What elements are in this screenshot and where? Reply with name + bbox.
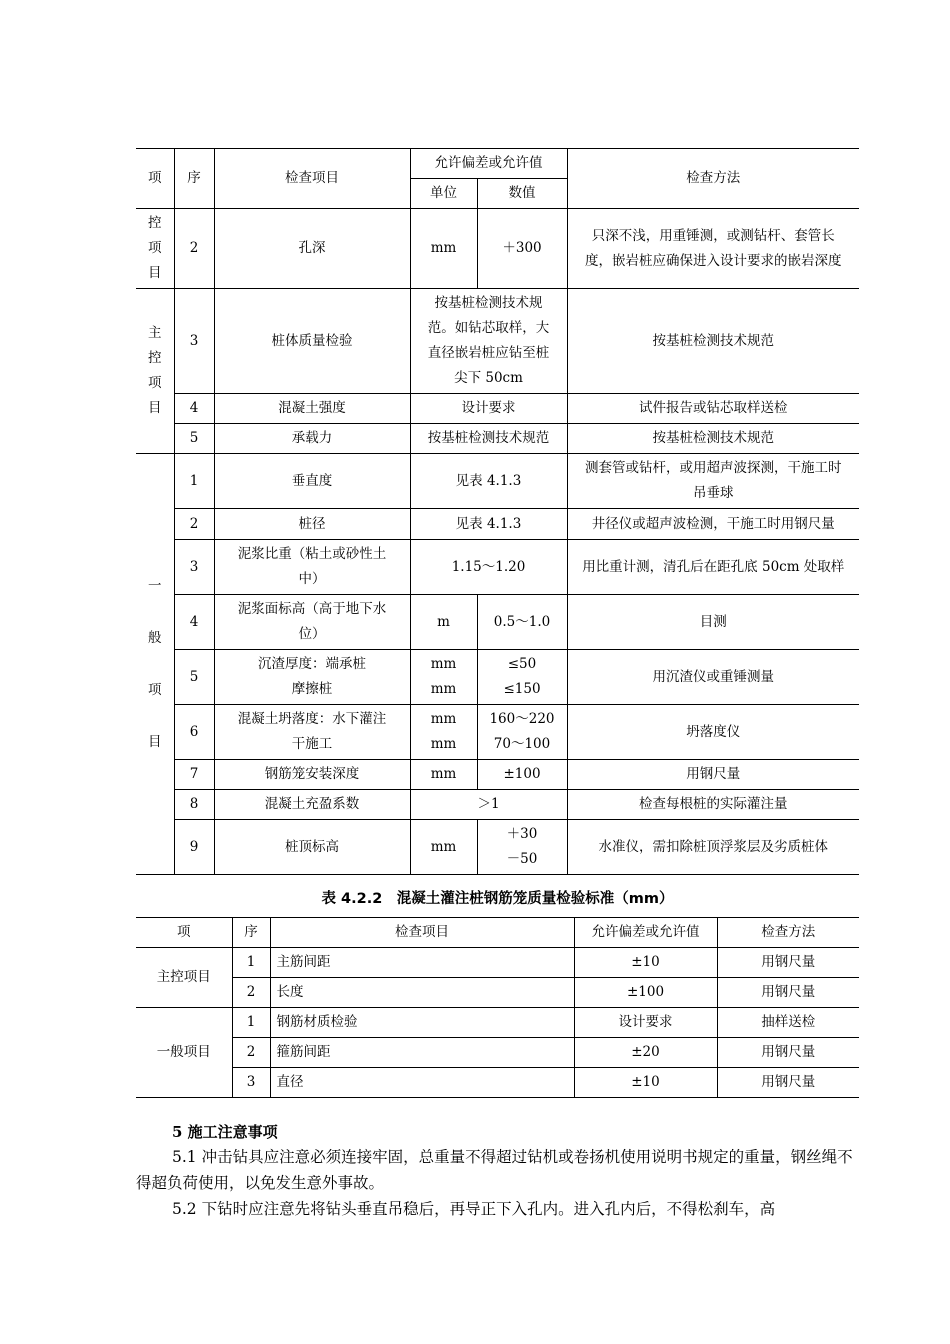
seq-cell: 2 (232, 978, 270, 1008)
check-item-cell: 承载力 (214, 424, 410, 454)
method-cell: 目测 (567, 595, 859, 650)
seq-cell: 8 (174, 790, 214, 820)
tolerance-cell: 见表 4.1.3 (410, 509, 567, 540)
seq-cell: 1 (232, 1008, 270, 1038)
seq-cell: 7 (174, 760, 214, 790)
method-cell: 按基桩检测技术规范 (567, 289, 859, 394)
method-cell: 只深不浅，用重锤测，或测钻杆、套管长 度，嵌岩桩应确保进入设计要求的嵌岩深度 (567, 209, 859, 289)
header-tolerance: 允许偏差或允许值 (410, 149, 567, 179)
header-item: 项 (136, 918, 232, 948)
seq-cell: 2 (232, 1038, 270, 1068)
seq-cell: 1 (174, 454, 214, 509)
check-item-cell: 泥浆面标高（高于地下水 位） (214, 595, 410, 650)
section-title: 5 施工注意事项 (172, 1123, 278, 1141)
group-label-top: 控 项 目 (136, 209, 174, 289)
tolerance-cell: ＞1 (410, 790, 567, 820)
check-item-cell: 沉渣厚度：端承桩 摩擦桩 (214, 650, 410, 705)
method-cell: 用钢尺量 (717, 1038, 859, 1068)
check-item-cell: 主筋间距 (270, 948, 574, 978)
check-item-cell: 箍筋间距 (270, 1038, 574, 1068)
check-item-cell: 桩顶标高 (214, 820, 410, 875)
method-cell: 用钢尺量 (717, 978, 859, 1008)
method-cell: 抽样送检 (717, 1008, 859, 1038)
tolerance-cell: 设计要求 (410, 394, 567, 424)
seq-cell: 9 (174, 820, 214, 875)
check-item-cell: 长度 (270, 978, 574, 1008)
check-item-cell: 孔深 (214, 209, 410, 289)
header-value: 数值 (477, 179, 567, 209)
check-item-cell: 直径 (270, 1068, 574, 1098)
tolerance-cell: 按基桩检测技术规 范。如钻芯取样，大 直径嵌岩桩应钻至桩 尖下 50cm (410, 289, 567, 394)
group-label-general: 一 般 项 目 (136, 454, 174, 875)
method-cell: 用钢尺量 (567, 760, 859, 790)
tolerance-cell: ±10 (574, 1068, 717, 1098)
method-cell: 用钢尺量 (717, 1068, 859, 1098)
seq-cell: 3 (174, 289, 214, 394)
method-cell: 检查每根桩的实际灌注量 (567, 790, 859, 820)
unit-cell: mm mm (410, 650, 477, 705)
check-item-cell: 桩径 (214, 509, 410, 540)
unit-cell: mm (410, 820, 477, 875)
seq-cell: 2 (174, 509, 214, 540)
paragraph-5-1: 5.1 冲击钻具应注意必须连接牢固，总重量不得超过钻机或卷扬机使用说明书规定的重量，钢丝绳不得超负荷使用，以免发生意外事故。 (136, 1148, 853, 1192)
method-cell: 坍落度仪 (567, 705, 859, 760)
rebar-cage-table (136, 917, 859, 1098)
method-cell: 井径仪或超声波检测，干施工时用钢尺量 (567, 509, 859, 540)
check-item-cell: 混凝土坍落度：水下灌注 干施工 (214, 705, 410, 760)
value-cell: ＋300 (477, 209, 567, 289)
value-cell: ±100 (477, 760, 567, 790)
method-cell: 测套管或钻杆，或用超声波探测，干施工时 吊垂球 (567, 454, 859, 509)
seq-cell: 3 (174, 540, 214, 595)
unit-cell: mm (410, 760, 477, 790)
seq-cell: 6 (174, 705, 214, 760)
table-caption: 表 4.2.2 混凝土灌注桩钢筋笼质量检验标准（mm） (321, 891, 674, 907)
check-item-cell: 桩体质量检验 (214, 289, 410, 394)
header-item: 项 (136, 149, 174, 209)
method-cell: 试件报告或钻芯取样送检 (567, 394, 859, 424)
header-seq: 序 (174, 149, 214, 209)
group-label-main: 主控项目 (136, 948, 232, 1008)
seq-cell: 5 (174, 424, 214, 454)
method-cell: 按基桩检测技术规范 (567, 424, 859, 454)
check-item-cell: 钢筋笼安装深度 (214, 760, 410, 790)
check-item-cell: 泥浆比重（粘土或砂性土 中） (214, 540, 410, 595)
check-item-cell: 混凝土充盈系数 (214, 790, 410, 820)
paragraph-5-2: 5.2 下钻时应注意先将钻头垂直吊稳后，再导正下入孔内。进入孔内后，不得松刹车，高 (172, 1200, 776, 1218)
tolerance-cell: 1.15～1.20 (410, 540, 567, 595)
group-label-main: 主 控 项 目 (136, 289, 174, 454)
header-tolerance: 允许偏差或允许值 (574, 918, 717, 948)
check-item-cell: 垂直度 (214, 454, 410, 509)
tolerance-cell: ±10 (574, 948, 717, 978)
header-check-item: 检查项目 (214, 149, 410, 209)
group-label-general: 一般项目 (136, 1008, 232, 1098)
method-cell: 水准仪，需扣除桩顶浮浆层及劣质桩体 (567, 820, 859, 875)
seq-cell: 1 (232, 948, 270, 978)
header-method: 检查方法 (717, 918, 859, 948)
unit-cell: mm (410, 209, 477, 289)
check-item-cell: 钢筋材质检验 (270, 1008, 574, 1038)
method-cell: 用比重计测，清孔后在距孔底 50cm 处取样 (567, 540, 859, 595)
value-cell: 0.5～1.0 (477, 595, 567, 650)
unit-cell: mm mm (410, 705, 477, 760)
value-cell: 160～220 70～100 (477, 705, 567, 760)
unit-cell: m (410, 595, 477, 650)
value-cell: ≤50 ≤150 (477, 650, 567, 705)
seq-cell: 2 (174, 209, 214, 289)
tolerance-cell: 见表 4.1.3 (410, 454, 567, 509)
check-item-cell: 混凝土强度 (214, 394, 410, 424)
header-unit: 单位 (410, 179, 477, 209)
tolerance-cell: ±100 (574, 978, 717, 1008)
header-method: 检查方法 (567, 149, 859, 209)
seq-cell: 4 (174, 394, 214, 424)
header-seq: 序 (232, 918, 270, 948)
header-check-item: 检查项目 (270, 918, 574, 948)
seq-cell: 3 (232, 1068, 270, 1098)
tolerance-cell: 设计要求 (574, 1008, 717, 1038)
pile-inspection-table (136, 148, 859, 875)
seq-cell: 4 (174, 595, 214, 650)
tolerance-cell: ±20 (574, 1038, 717, 1068)
method-cell: 用钢尺量 (717, 948, 859, 978)
value-cell: ＋30 －50 (477, 820, 567, 875)
method-cell: 用沉渣仪或重锤测量 (567, 650, 859, 705)
tolerance-cell: 按基桩检测技术规范 (410, 424, 567, 454)
seq-cell: 5 (174, 650, 214, 705)
